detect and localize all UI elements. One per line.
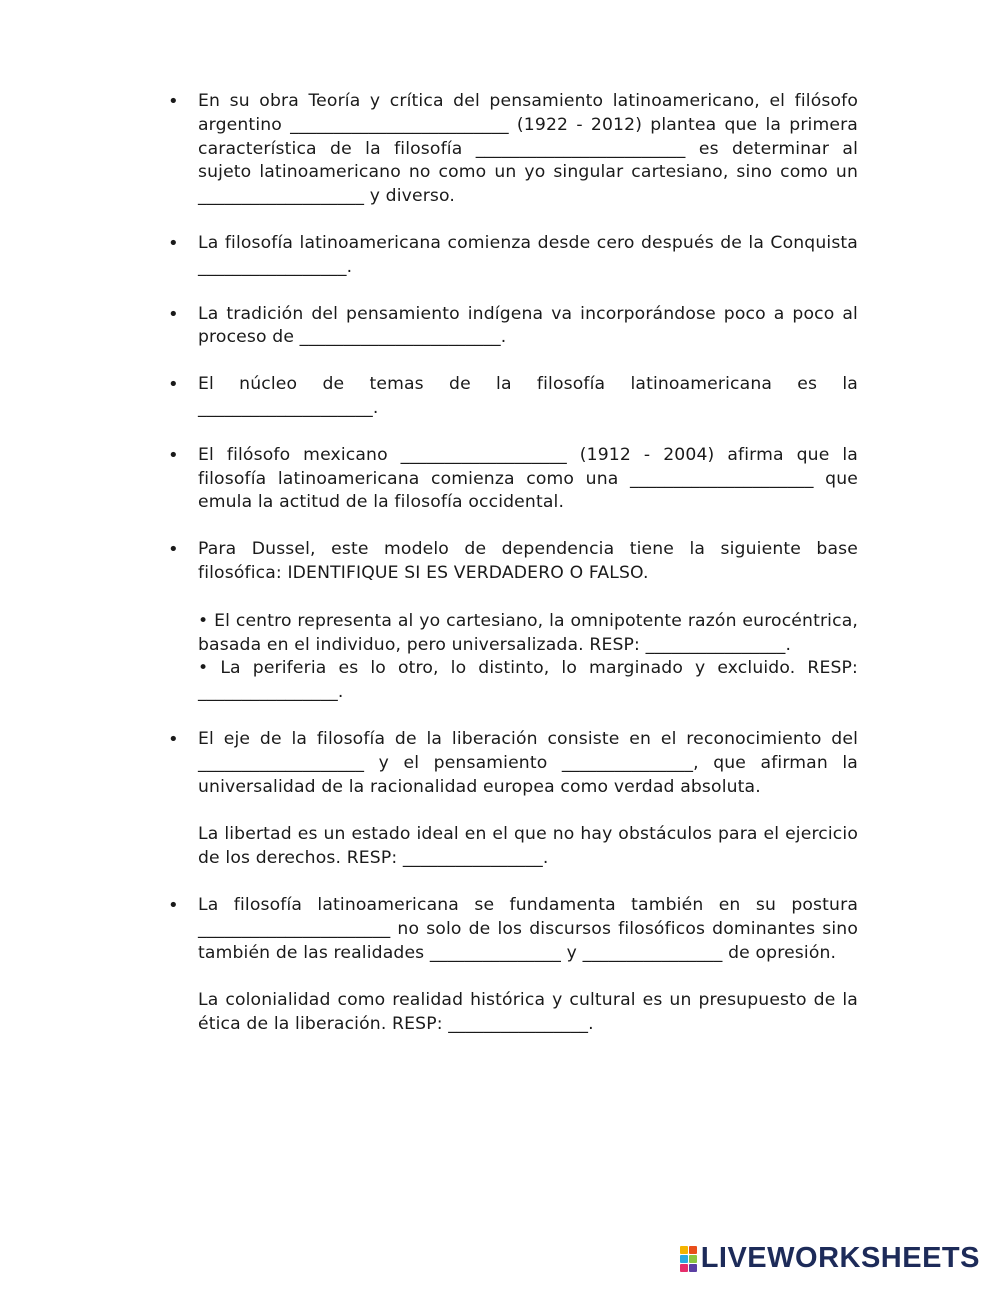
question-text: La filosofía latinoamericana comienza desde cero después de la Conquista _________________. — [198, 232, 858, 277]
logo-tile — [689, 1255, 697, 1263]
question-text: En su obra Teoría y crítica del pensamiento latinoamericano, el filósofo argentino _________________________ (1922 - 2012) plantea que la primera característica de la filosofía ________________________ es determinar al sujeto latinoamericano no como un yo singular cartesiano, sino como un ___________________ y diverso. — [198, 91, 858, 207]
list-item — [168, 728, 858, 871]
liveworksheets-logo-icon — [680, 1246, 697, 1272]
liveworksheets-brand[interactable] — [680, 1242, 980, 1275]
bullet: • — [168, 894, 179, 916]
true-false-statement: La libertad es un estado ideal en el que no hay obstáculos para el ejercicio de los derechos. RESP: ________________. — [198, 824, 858, 869]
list-item — [168, 232, 858, 280]
list-item — [168, 90, 858, 209]
question-text: El núcleo de temas de la filosofía latinoamericana es la ____________________. — [198, 374, 858, 418]
list-item — [168, 444, 858, 515]
bullet: • — [168, 539, 179, 561]
logo-tile — [680, 1264, 688, 1272]
logo-tile — [680, 1246, 688, 1254]
logo-tile — [680, 1255, 688, 1263]
bullet: • — [168, 91, 179, 112]
brand-name: LIVEWORKSHEETS — [700, 1242, 980, 1274]
bullet: • — [168, 728, 179, 750]
question-text: El filósofo mexicano ___________________ (1912 - 2004) afirma que la filosofía latinoamericana comienza como una _____________________ que emula la actitud de la filosofía occidental. — [198, 444, 858, 513]
true-false-statement: • La periferia es lo otro, lo distinto, lo marginado y excluido. RESP: ________________. — [198, 658, 858, 703]
bullet: • — [168, 374, 179, 396]
list-item — [168, 894, 858, 1037]
question-text: La tradición del pensamiento indígena va incorporándose poco a poco al proceso de _______________________. — [198, 303, 858, 348]
question-text: El eje de la filosofía de la liberación consiste en el reconocimiento del ___________________ y el pensamiento _______________, que afirman la universalidad de la racionalidad europea como verdad absoluta. — [198, 728, 858, 797]
bullet: • — [168, 444, 179, 466]
bullet: • — [168, 232, 179, 254]
list-item — [168, 303, 858, 351]
question-list — [168, 90, 858, 1060]
list-item — [168, 373, 858, 421]
logo-tile — [689, 1264, 697, 1272]
true-false-statement: La colonialidad como realidad histórica y cultural es un presupuesto de la ética de la liberación. RESP: ________________. — [198, 990, 858, 1035]
list-item — [168, 538, 858, 705]
logo-tile — [689, 1246, 697, 1254]
bullet: • — [168, 303, 179, 325]
question-text: La filosofía latinoamericana se fundamenta también en su postura ______________________ no solo de los discursos filosóficos dominantes sino también de las realidades _______________ y ________________ de opresión. — [198, 894, 858, 963]
question-text: Para Dussel, este modelo de dependencia tiene la siguiente base filosófica: IDENTIFIQUE SI ES VERDADERO O FALSO. — [198, 539, 858, 583]
true-false-statement: • El centro representa al yo cartesiano, la omnipotente razón eurocéntrica, basada en el individuo, pero universalizada. RESP: ________________. — [198, 610, 858, 655]
